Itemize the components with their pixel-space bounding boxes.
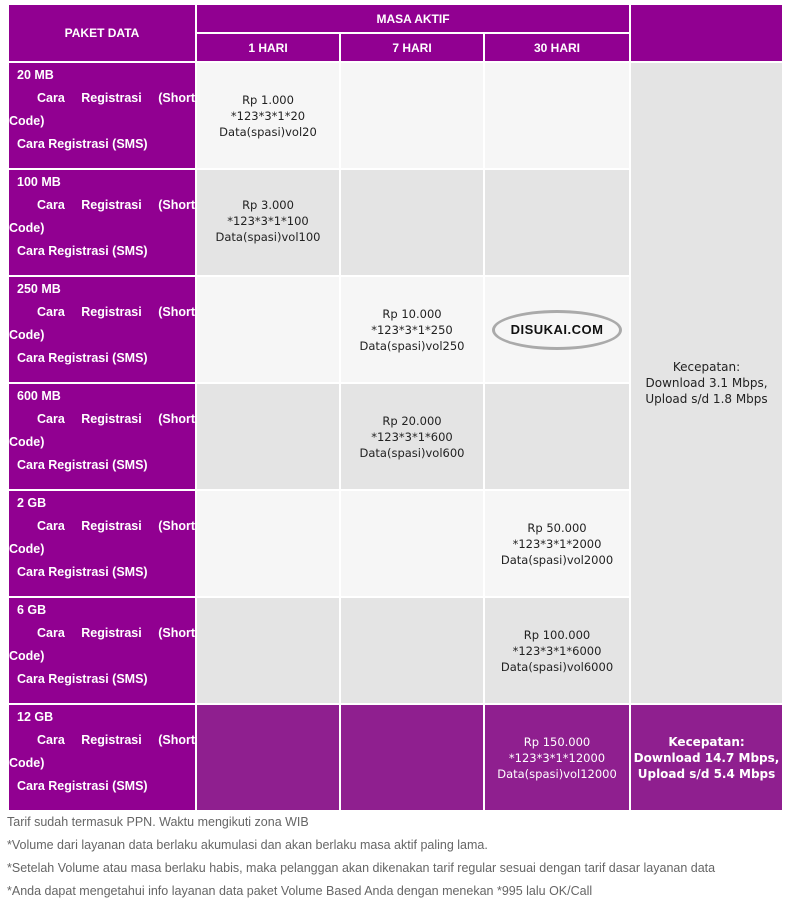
empty-cell [197, 384, 339, 489]
reg-sms-label: Cara Registrasi (SMS) [17, 565, 148, 579]
speed-download: Download 14.7 Mbps, [633, 750, 780, 765]
reg-short-label-cont: Code) [9, 114, 45, 128]
empty-cell [485, 384, 629, 489]
package-cell [9, 491, 195, 596]
reg-short-label: Cara Registrasi (Short [37, 91, 195, 105]
package-cell [9, 384, 195, 489]
sms-code: Data(spasi)vol600 [359, 445, 465, 460]
footnote: Tarif sudah termasuk PPN. Waktu mengikuti zona WIB [7, 815, 309, 829]
package-name: 600 MB [17, 389, 61, 403]
package-cell [9, 63, 195, 168]
sms-code: Data(spasi)vol20 [219, 124, 317, 139]
price: Rp 100.000 [523, 627, 591, 642]
reg-short-label: Cara Registrasi (Short [37, 305, 195, 319]
price: Rp 10.000 [382, 306, 442, 321]
price-cell [485, 598, 629, 703]
package-name: 6 GB [17, 603, 47, 617]
sms-code: Data(spasi)vol6000 [500, 659, 614, 674]
reg-sms-label: Cara Registrasi (SMS) [17, 779, 148, 793]
empty-cell [341, 491, 483, 596]
watermark-stamp: DISUKAI.COM [492, 310, 623, 350]
price-cell [485, 491, 629, 596]
price-cell [197, 63, 339, 168]
footnote: *Volume dari layanan data berlaku akumulasi dan akan berlaku masa aktif paling lama. [7, 838, 488, 852]
price: Rp 1.000 [242, 92, 294, 107]
period-header-7-hari: 7 HARI [341, 34, 483, 61]
reg-short-label-cont: Code) [9, 328, 45, 342]
package-cell [9, 170, 195, 275]
footnote: *Anda dapat mengetahui info layanan data paket Volume Based Anda dengan menekan *995 lalu OK/Call [7, 884, 593, 898]
empty-cell [197, 491, 339, 596]
empty-cell [341, 705, 483, 810]
masa-aktif-header: MASA AKTIF [197, 5, 629, 32]
table-row [9, 63, 782, 168]
reg-short-label: Cara Registrasi (Short [37, 198, 195, 212]
package-name: 20 MB [17, 68, 54, 82]
package-cell [9, 705, 195, 810]
reg-sms-label: Cara Registrasi (SMS) [17, 672, 148, 686]
empty-cell [485, 170, 629, 275]
speed-cell-premium [631, 705, 782, 810]
watermark-cell [485, 277, 629, 382]
sms-code: Data(spasi)vol250 [359, 338, 465, 353]
empty-cell [197, 598, 339, 703]
price-cell [485, 705, 629, 810]
reg-sms-label: Cara Registrasi (SMS) [17, 458, 148, 472]
ussd-code: *123*3*1*100 [227, 214, 309, 228]
ussd-code: *123*3*1*600 [371, 429, 453, 444]
reg-short-label: Cara Registrasi (Short [37, 733, 195, 747]
reg-short-label: Cara Registrasi (Short [37, 412, 195, 426]
reg-short-label-cont: Code) [9, 221, 45, 235]
pricing-table [7, 3, 784, 812]
package-cell [9, 598, 195, 703]
sms-code: Data(spasi)vol12000 [497, 766, 617, 781]
reg-sms-label: Cara Registrasi (SMS) [17, 244, 148, 258]
reg-sms-label: Cara Registrasi (SMS) [17, 137, 148, 151]
table-row [9, 705, 782, 810]
empty-cell [341, 170, 483, 275]
ussd-code: *123*3*1*6000 [512, 643, 602, 658]
period-header-1-hari: 1 HARI [197, 34, 339, 61]
ussd-code: *123*3*1*20 [230, 108, 306, 123]
reg-short-label-cont: Code) [9, 649, 45, 663]
package-name: 250 MB [17, 282, 61, 296]
reg-short-label-cont: Code) [9, 542, 45, 556]
package-cell [9, 277, 195, 382]
footnotes [7, 815, 782, 907]
ussd-code: *123*3*1*250 [371, 322, 453, 337]
price-cell [341, 277, 483, 382]
paket-data-header: PAKET DATA [9, 5, 195, 61]
reg-sms-label: Cara Registrasi (SMS) [17, 351, 148, 365]
price: Rp 3.000 [242, 198, 294, 212]
price-cell [341, 384, 483, 489]
empty-cell [197, 277, 339, 382]
empty-cell [485, 63, 629, 168]
reg-short-label: Cara Registrasi (Short [37, 519, 195, 533]
footnote: *Setelah Volume atau masa berlaku habis, maka pelanggan akan dikenakan tarif regular sesuai dengan tarif dasar layanan data [7, 861, 716, 875]
price: Rp 150.000 [523, 734, 591, 749]
period-header-30-hari: 30 HARI [485, 34, 629, 61]
empty-cell [197, 705, 339, 810]
reg-short-label-cont: Code) [9, 435, 45, 449]
price: Rp 20.000 [382, 413, 442, 428]
sms-code: Data(spasi)vol100 [215, 230, 321, 244]
package-name: 2 GB [17, 496, 47, 510]
speed-upload: Upload s/d 5.4 Mbps [637, 766, 776, 781]
ussd-code: *123*3*1*2000 [512, 536, 602, 551]
speed-upload: Upload s/d 1.8 Mbps [645, 392, 768, 406]
ussd-code: *123*3*1*12000 [508, 750, 606, 765]
speed-download: Download 3.1 Mbps, [645, 376, 768, 390]
speed-title: Kecepatan: [668, 734, 745, 749]
empty-cell [341, 63, 483, 168]
sms-code: Data(spasi)vol2000 [500, 552, 614, 567]
price: Rp 50.000 [527, 520, 587, 535]
speed-header [631, 5, 782, 61]
reg-short-label: Cara Registrasi (Short [37, 626, 195, 640]
package-name: 12 GB [17, 710, 54, 724]
package-name: 100 MB [17, 175, 61, 189]
reg-short-label-cont: Code) [9, 756, 45, 770]
speed-title: Kecepatan: [672, 360, 741, 374]
empty-cell [341, 598, 483, 703]
speed-cell [631, 63, 782, 703]
price-cell [197, 170, 339, 275]
